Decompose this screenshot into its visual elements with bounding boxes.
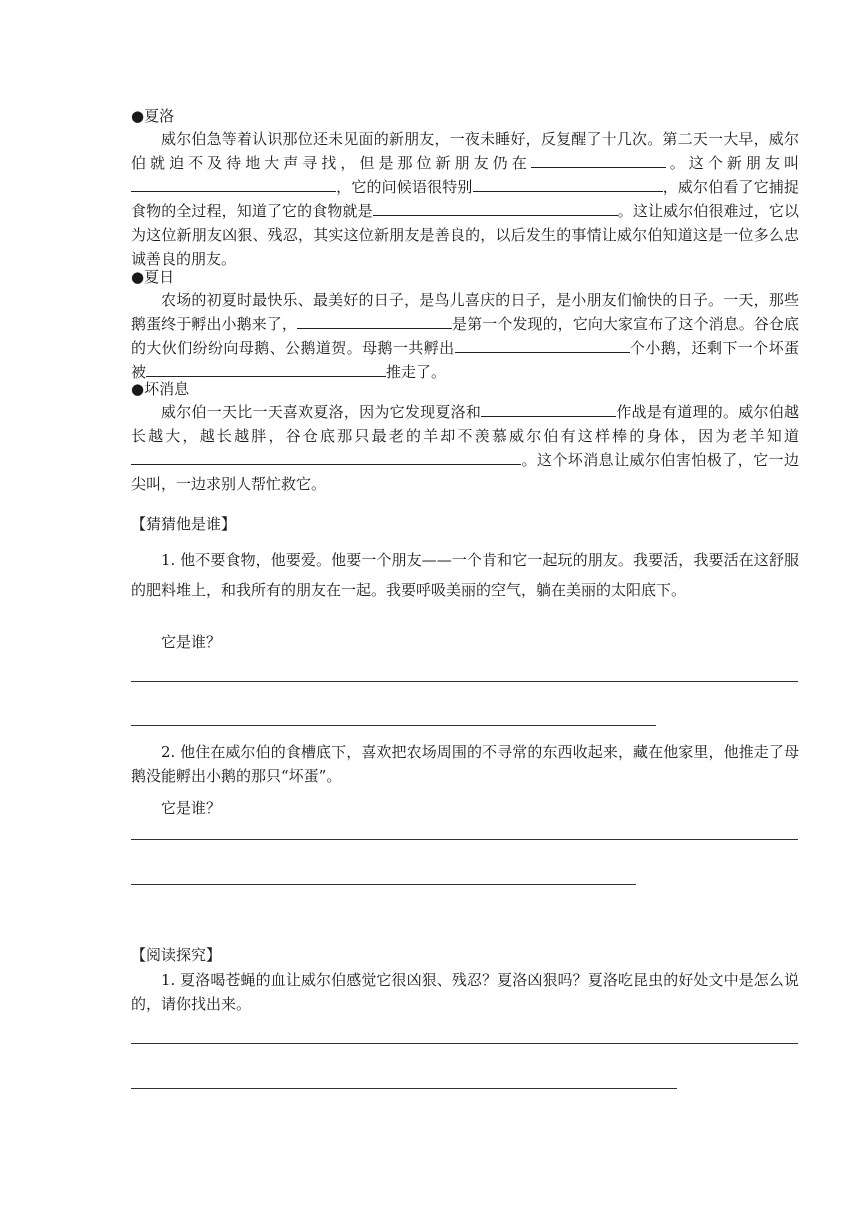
guess-question-2-ask: 它是谁？ [161, 799, 222, 817]
guess-question-2-text: 2. 他住在威尔伯的食槽底下，喜欢把农场周围的不寻常的东西收起来，藏在他家里，他推走了母鹅没能孵出小鹅的那只“坏蛋”。 [131, 743, 799, 785]
guess-question-2 [131, 740, 799, 788]
answer-line[interactable] [131, 725, 656, 726]
answer-line[interactable] [131, 884, 636, 885]
text-segment: 威尔伯一天比一天喜欢夏洛，因为它发现夏洛和 [161, 403, 482, 421]
text-segment: 。这个坏消息让威尔伯害怕极了，它一边尖叫，一边求别人帮忙救它。 [131, 451, 799, 493]
text-segment: 。这个新朋友叫 [665, 154, 799, 172]
guess-question-1-text: 1. 他不要食物，他要爱。他要一个朋友——一个肯和它一起玩的朋友。我要活，我要活在这舒服的肥料堆上，和我所有的朋友在一起。我要呼吸美丽的空气，躺在美丽的太阳底下。 [131, 551, 799, 599]
answer-line[interactable] [131, 839, 798, 840]
explore-question-1-text: 1. 夏洛喝苍蝇的血让威尔伯感觉它很凶狠、残忍？夏洛凶狠吗？夏洛吃昆虫的好处文中是怎么说的，请你找出来。 [131, 971, 799, 1013]
guess-who-title: 【猜猜他是谁】 [131, 515, 237, 533]
fill-blank-7[interactable] [146, 360, 386, 377]
text-segment: ，它的问候语很特别 [336, 178, 473, 196]
reading-explore-title: 【阅读探究】 [131, 946, 222, 964]
explore-question-1 [131, 968, 799, 1016]
section-heading-bad-news: ●坏消息 [131, 380, 190, 398]
answer-line[interactable] [131, 1043, 798, 1044]
section-heading-charlotte: ●夏洛 [131, 107, 175, 125]
section-summer-paragraph [131, 288, 799, 384]
fill-blank-2[interactable] [131, 175, 336, 192]
fill-blank-6[interactable] [455, 336, 630, 353]
guess-question-1-ask: 它是谁？ [161, 633, 222, 651]
fill-blank-9[interactable] [131, 448, 521, 465]
text-segment: 农场的初夏时最快乐、最美好的日子，是鸟儿喜庆的日子，是小朋友们愉快的日子。一天，那些鹅蛋终于孵出小鹅来了， [131, 291, 799, 333]
fill-blank-5[interactable] [297, 312, 452, 329]
answer-line[interactable] [131, 1088, 677, 1089]
fill-blank-3[interactable] [473, 175, 663, 192]
section-bad-news-paragraph [131, 400, 799, 496]
section-charlotte-paragraph [131, 127, 799, 271]
text-segment: 威尔伯急等着认识那位还未见面的新朋友，一夜未睡好，反复醒了十几次。第二天一大早，威尔伯就迫不及待地大声寻找，但是那位新朋友仍在 [131, 130, 799, 172]
text-segment: 作战是有道理的。威尔伯越长越大，越长越胖，谷仓底那只最老的羊却不羡慕威尔伯有这样棒的身体，因为老羊知道 [131, 403, 799, 445]
text-segment: 个小鹅，还剩下一个坏蛋被 [131, 339, 799, 381]
guess-question-1 [131, 545, 799, 605]
text-segment: 推走了。 [386, 363, 447, 381]
fill-blank-4[interactable] [373, 199, 618, 216]
text-segment: 是第一个发现的，它向大家宣布了这个消息。谷仓底的大伙们纷纷向母鹅、公鹅道贺。母鹅一共孵出 [131, 315, 799, 357]
text-segment: 。这让威尔伯很难过，它以为这位新朋友凶狠、残忍，其实这位新朋友是善良的，以后发生的事情让威尔伯知道这是一位多么忠诚善良的朋友。 [131, 202, 799, 268]
text-segment: ，威尔伯看了它捕捉食物的全过程，知道了它的食物就是 [131, 178, 799, 220]
section-heading-summer: ●夏日 [131, 268, 175, 286]
answer-line[interactable] [131, 681, 798, 682]
fill-blank-8[interactable] [481, 400, 616, 417]
fill-blank-1[interactable] [531, 151, 666, 168]
